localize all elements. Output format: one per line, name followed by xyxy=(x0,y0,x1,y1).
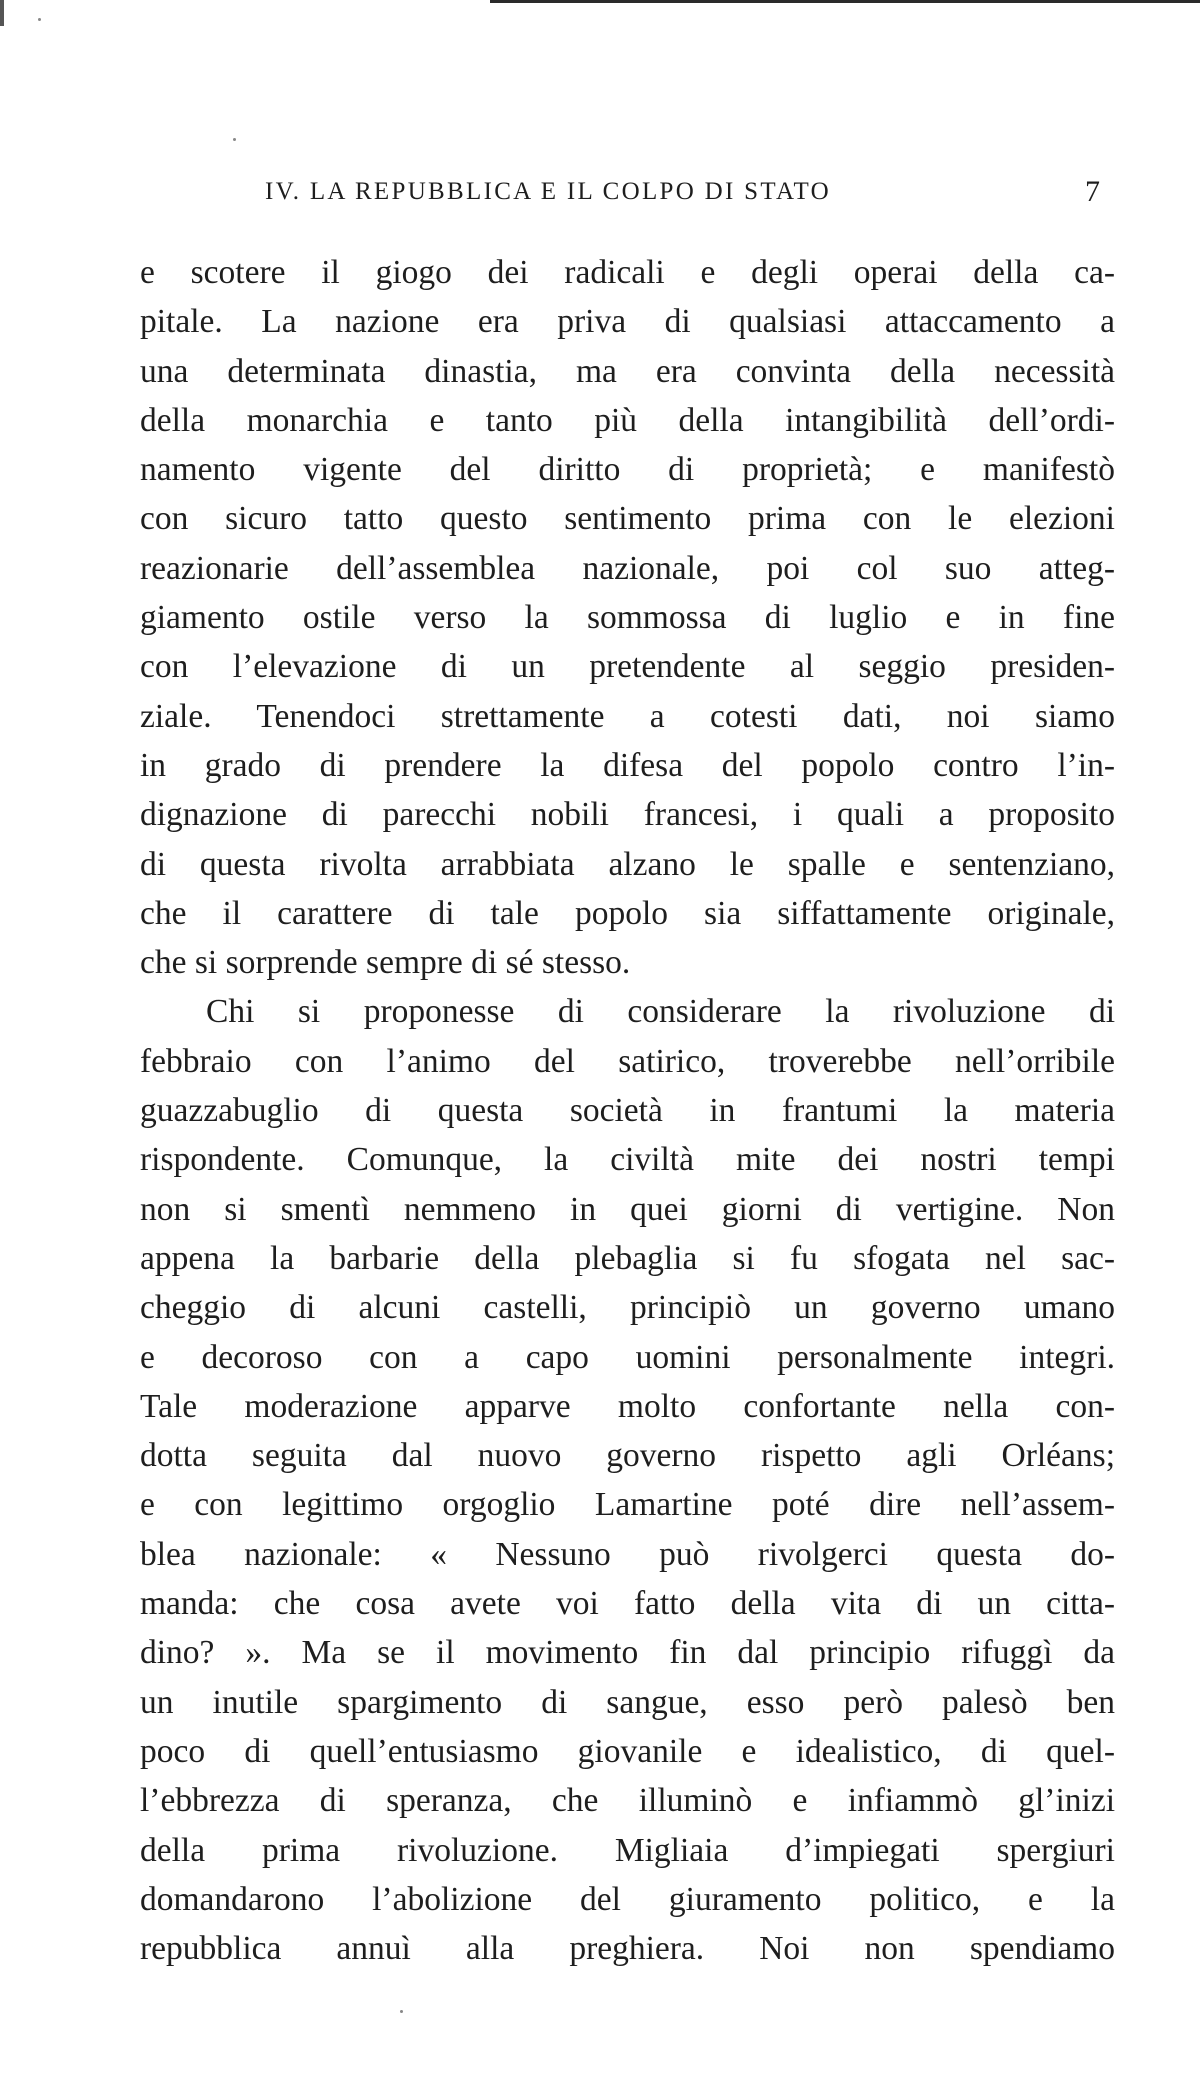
body-text xyxy=(140,248,1115,1973)
text-line: in grado di prendere la difesa del popolo contro l’in- xyxy=(140,746,1115,784)
text-line: manda: che cosa avete voi fatto della vita di un citta- xyxy=(140,1585,1115,1623)
paragraph-1 xyxy=(140,248,1115,987)
text-line: una determinata dinastia, ma era convinta della necessità xyxy=(140,352,1115,390)
text-line: appena la barbarie della plebaglia si fu sfogata nel sac- xyxy=(140,1239,1115,1277)
text-line: che il carattere di tale popolo sia siffattamente originale, xyxy=(140,894,1115,932)
page-number: 7 xyxy=(1085,175,1100,208)
text-line: della monarchia e tanto più della intangibilità dell’ordi- xyxy=(140,401,1115,439)
text-line: di questa rivolta arrabbiata alzano le spalle e sentenziano, xyxy=(140,845,1115,883)
text-line: dotta seguita dal nuovo governo rispetto agli Orléans; xyxy=(140,1437,1115,1475)
text-line: reazionarie dell’assemblea nazionale, poi col suo atteg- xyxy=(140,549,1115,587)
text-line: repubblica annuì alla preghiera. Noi non spendiamo xyxy=(140,1930,1115,1968)
text-line: pitale. La nazione era priva di qualsiasi attaccamento a xyxy=(140,303,1115,341)
text-line: dignazione di parecchi nobili francesi, i quali a proposito xyxy=(140,796,1115,834)
text-line: con sicuro tatto questo sentimento prima con le elezioni xyxy=(140,500,1115,538)
text-line: l’ebbrezza di speranza, che illuminò e infiammò gl’inizi xyxy=(140,1782,1115,1820)
text-line: rispondente. Comunque, la civiltà mite dei nostri tempi xyxy=(140,1141,1115,1179)
text-line: con l’elevazione di un pretendente al seggio presiden- xyxy=(140,648,1115,686)
running-header xyxy=(265,174,1100,210)
text-line: giamento ostile verso la sommossa di luglio e in fine xyxy=(140,599,1115,637)
top-edge-rule xyxy=(490,0,1200,3)
text-line: un inutile spargimento di sangue, esso però palesò ben xyxy=(140,1683,1115,1721)
text-line: Tale moderazione apparve molto confortante nella con- xyxy=(140,1387,1115,1425)
text-line: che si sorprende sempre di sé stesso. xyxy=(140,944,631,982)
text-line: blea nazionale: « Nessuno può rivolgerci questa do- xyxy=(140,1535,1115,1573)
text-line: e con legittimo orgoglio Lamartine poté dire nell’assem- xyxy=(140,1486,1115,1524)
text-line: e scotere il giogo dei radicali e degli operai della ca- xyxy=(140,254,1115,291)
text-line: febbraio con l’animo del satirico, troverebbe nell’orribile xyxy=(140,1042,1115,1080)
text-line: dino? ». Ma se il movimento fin dal principio rifuggì da xyxy=(140,1634,1115,1672)
running-header-title: IV. LA REPUBBLICA E IL COLPO DI STATO xyxy=(265,178,832,205)
paper-speck xyxy=(38,18,41,21)
text-line: e decoroso con a capo uomini personalmente integri. xyxy=(140,1338,1115,1376)
paper-speck xyxy=(400,2010,403,2013)
text-line: guazzabuglio di questa società in frantumi la materia xyxy=(140,1092,1115,1130)
text-line: domandarono l’abolizione del giuramento politico, e la xyxy=(140,1880,1115,1918)
left-edge-mark xyxy=(0,0,4,26)
text-line: ziale. Tenendoci strettamente a cotesti dati, noi siamo xyxy=(140,697,1115,735)
paragraph-2 xyxy=(140,987,1115,1973)
text-line: Chi si proponesse di considerare la rivoluzione di xyxy=(206,993,1115,1031)
text-line: namento vigente del diritto di proprietà; e manifestò xyxy=(140,451,1115,489)
text-line: poco di quell’entusiasmo giovanile e idealistico, di quel- xyxy=(140,1732,1115,1770)
paper-speck xyxy=(233,138,236,141)
text-line: cheggio di alcuni castelli, principiò un governo umano xyxy=(140,1289,1115,1327)
text-line: della prima rivoluzione. Migliaia d’impiegati spergiuri xyxy=(140,1831,1115,1869)
text-line: non si smentì nemmeno in quei giorni di vertigine. Non xyxy=(140,1190,1115,1228)
